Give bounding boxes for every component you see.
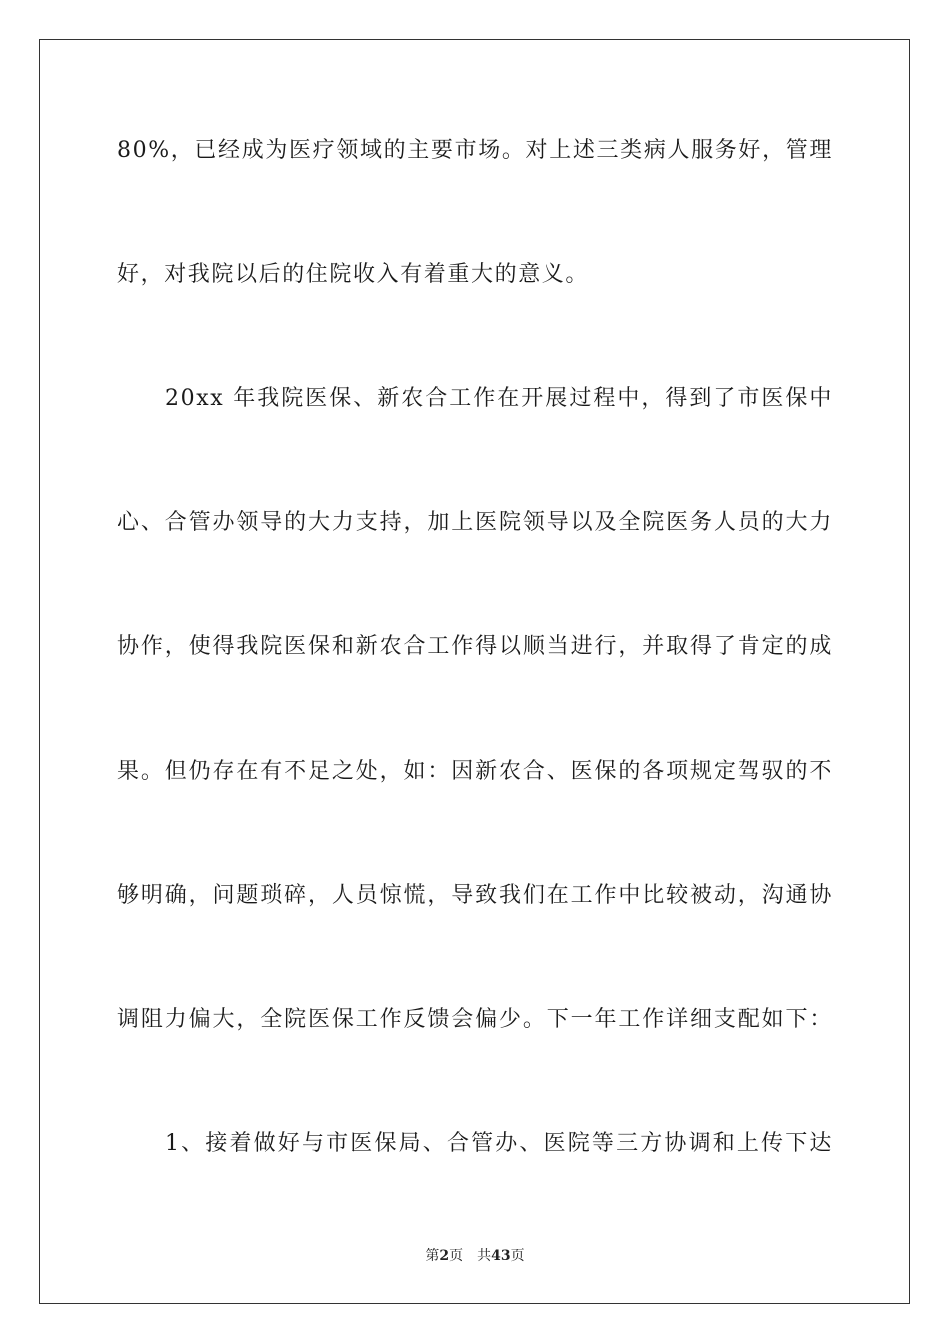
body-text-line: 够明确，问题琐碎，人员惊慌，导致我们在工作中比较被动，沟通协	[117, 883, 833, 908]
body-text-line: 心、合管办领导的大力支持，加上医院领导以及全院医务人员的大力	[117, 510, 833, 535]
body-text-line: 果。但仍存在有不足之处，如：因新农合、医保的各项规定驾驭的不	[117, 759, 833, 784]
body-text-line: 协作，使得我院医保和新农合工作得以顺当进行，并取得了肯定的成	[117, 634, 833, 659]
body-text-line: 调阻力偏大，全院医保工作反馈会偏少。下一年工作详细支配如下：	[117, 1007, 833, 1032]
page-footer	[0, 1247, 950, 1265]
footer-page-number: 2	[439, 1248, 450, 1264]
body-text-line: 80%，已经成为医疗领域的主要市场。对上述三类病人服务好，管理	[117, 138, 833, 163]
footer-page-suffix: 页	[449, 1248, 464, 1264]
body-text-line: 1、接着做好与市医保局、合管办、医院等三方协调和上传下达	[165, 1131, 833, 1156]
body-text-line: 20xx 年我院医保、新农合工作在开展过程中，得到了市医保中	[165, 386, 833, 411]
footer-total-pages: 43	[491, 1248, 511, 1264]
footer-page-prefix: 第	[425, 1248, 440, 1264]
body-text-line: 好，对我院以后的住院收入有着重大的意义。	[117, 262, 590, 287]
footer-total-suffix: 页	[510, 1248, 525, 1264]
footer-total-prefix: 共	[477, 1248, 492, 1264]
page-border	[39, 39, 910, 1304]
